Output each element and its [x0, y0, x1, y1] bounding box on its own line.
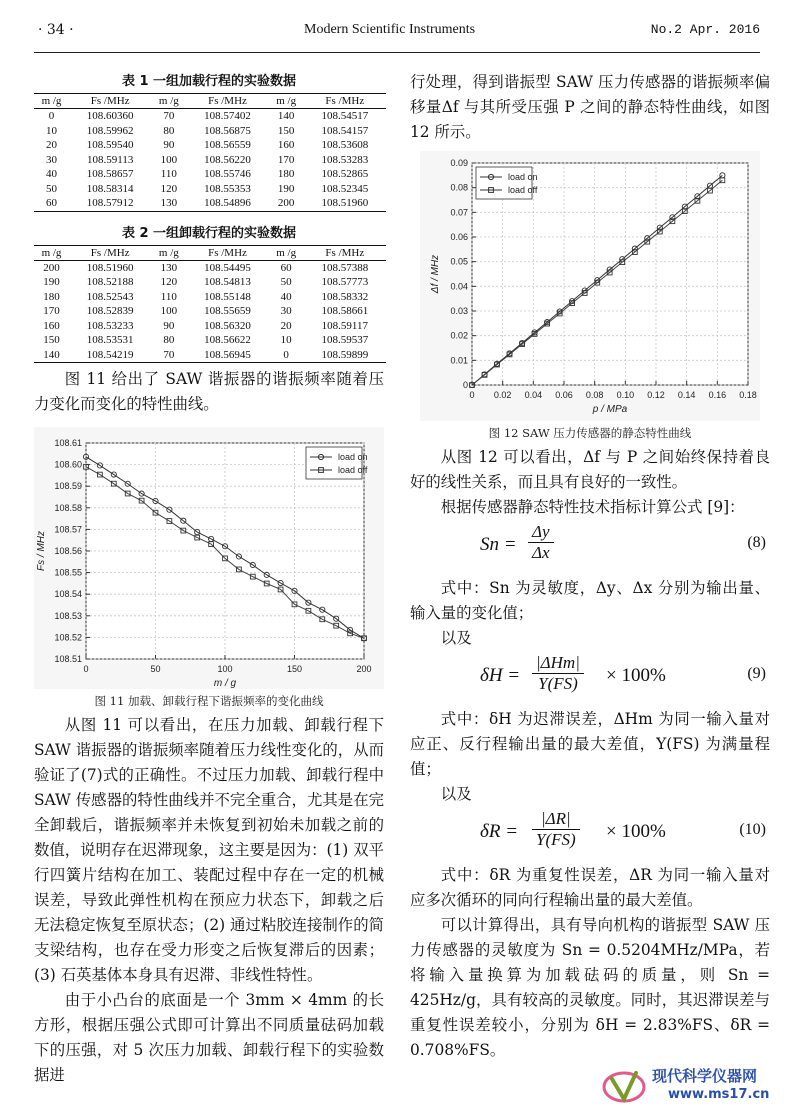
table2-header: Fs /MHz	[186, 245, 268, 260]
y-tick-label: 108.59	[54, 481, 82, 492]
table-cell: 90	[163, 139, 175, 152]
eq10-rhs: × 100%	[606, 821, 666, 842]
table1-header: Fs /MHz	[69, 94, 151, 109]
table-cell: 120	[160, 276, 178, 289]
figure-12-chart	[420, 151, 760, 421]
result-paragraph: 可以计算得出，具有导向机构的谐振型 SAW 压力传感器的灵敏度为 Sn = 0.5204MHz/MPa，若将输入量换算为加载砝码的质量，则 Sn = 425Hz/g，具有较高的灵敏度。同时，其迟滞误差与重复性误差较小，分别为 δH = 2.83%FS、δR = 0.708%FS。	[410, 916, 770, 1059]
table-cell: 108.53233	[86, 319, 134, 332]
table2-row	[34, 348, 386, 363]
journal-title: Modern Scientific Instruments	[304, 22, 476, 37]
table-cell: 108.54157	[321, 124, 369, 137]
table-cell: 120	[160, 182, 178, 195]
table-cell: 60	[280, 261, 292, 274]
table-cell: 108.59899	[304, 348, 386, 363]
x-tick-label: 200	[356, 664, 372, 674]
table2-header: Fs /MHz	[69, 245, 151, 260]
figure-12	[420, 151, 760, 421]
table-cell: 170	[43, 305, 60, 318]
table-cell: 108.53531	[86, 334, 134, 347]
table1-header: m /g	[34, 94, 69, 109]
y-tick-label: 108.56	[54, 546, 82, 556]
table-cell: 108.57402	[204, 110, 251, 123]
table2-caption: 表 2 一组卸载行程的实验数据	[121, 225, 297, 241]
x-tick-label: 0	[83, 664, 89, 674]
table-cell: 108.54219	[69, 348, 151, 363]
legend-label: load on	[508, 172, 538, 182]
table-cell: 10	[46, 124, 57, 137]
equation-8	[410, 520, 770, 576]
y-tick-label: 0.08	[450, 182, 468, 193]
eq9-description: 式中：δH 为迟滞误差，ΔHm 为同一输入量对应正、反行程输出量的最大差值，Y(FS) 为满量程值；	[410, 710, 770, 778]
watermark-line2: www.ms17.cn	[668, 1087, 770, 1102]
table-cell: 108.59962	[86, 124, 134, 137]
table-cell: 108.54495	[204, 261, 251, 274]
eq9-number: (9)	[747, 665, 766, 682]
x-tick-label: 0.08	[585, 390, 604, 400]
table-cell: 108.56622	[204, 334, 251, 347]
table-cell: 108.55746	[204, 168, 251, 181]
table-cell: 180	[43, 290, 60, 303]
eq10-lhs: δR =	[480, 821, 519, 842]
table-cell: 108.56220	[204, 153, 251, 166]
table-cell: 110	[160, 290, 177, 303]
x-tick-label: 0.02	[493, 390, 512, 400]
table1-row	[34, 196, 386, 211]
table-cell: 108.52543	[86, 290, 134, 303]
table-cell: 200	[269, 196, 304, 211]
table-cell: 80	[163, 334, 175, 347]
table-cell: 150	[43, 334, 60, 347]
table-cell: 108.56559	[204, 139, 251, 152]
table2-row	[34, 333, 386, 348]
table1	[34, 93, 386, 212]
table-cell: 180	[277, 168, 295, 181]
y-axis-label: Fs / MHz	[36, 531, 47, 571]
eq10-fraction	[532, 809, 580, 850]
yiji-2: 以及	[440, 785, 472, 803]
left-column	[34, 70, 384, 1088]
eq8-numerator: Δy	[528, 522, 554, 543]
table-cell: 108.59117	[321, 319, 368, 332]
table2-row	[34, 304, 386, 319]
table-cell: 108.54517	[321, 110, 369, 123]
y-tick-label: 108.52	[54, 632, 82, 643]
y-tick-label: 108.57	[54, 524, 82, 535]
table1-header: Fs /MHz	[304, 94, 386, 109]
figure-11-chart	[34, 427, 384, 689]
eq8-number: (8)	[747, 534, 766, 551]
table-cell: 40	[280, 290, 292, 303]
table-cell: 90	[163, 319, 175, 332]
y-tick-label: 0.07	[450, 207, 468, 218]
equation-10	[410, 807, 770, 863]
table-cell: 108.59113	[86, 153, 134, 166]
site-watermark	[602, 1063, 772, 1109]
table-cell: 50	[280, 276, 292, 289]
y-tick-label: 0.09	[450, 158, 468, 168]
table-cell: 108.52865	[321, 168, 369, 181]
left-main-paragraph: 从图 11 可以看出，在压力加载、卸载行程下 SAW 谐振器的谐振频率随着压力线性变化的，从而验证了(7)式的正确性。不过压力加载、卸载行程中 SAW 传感器的特性曲线并不完全重合，尤其是在完全卸载后，谐振频率并未恢复到初始未加载之前的数值，说明存在迟滞现象，这主要是因为：(1) 双平行四簧片结构在加工、装配过程中存在一定的机械误差，导致此弹性机构在预应力状态下，卸载之后无法稳定恢复至原状态；(2) 通过粘胶连接制作的简支梁结构，也存在受力形变之后恢复滞后的因素；(3) 石英基体本身具有迟滞、非线性特性。	[34, 716, 384, 984]
eq10-denominator: Y(FS)	[536, 830, 576, 849]
issue-info: No.2 Apr. 2016	[650, 22, 760, 37]
table1-row	[34, 109, 386, 124]
y-tick-label: 108.53	[54, 610, 82, 621]
table1-header-row	[34, 94, 386, 109]
table-cell: 160	[277, 139, 295, 152]
table2-body	[34, 260, 386, 363]
table-cell: 108.51960	[304, 196, 386, 211]
table2-row	[34, 290, 386, 305]
table1-body	[34, 109, 386, 212]
x-tick-label: 0	[469, 390, 475, 400]
table-cell: 30	[280, 305, 292, 318]
eq8-fraction	[528, 522, 554, 563]
table-cell: 20	[280, 319, 292, 332]
y-tick-label: 108.58	[54, 502, 82, 513]
yiji-1: 以及	[440, 629, 472, 647]
table1-row	[34, 153, 386, 168]
table-cell: 108.56320	[204, 319, 251, 332]
eq8-denominator: Δx	[532, 543, 550, 562]
table-cell: 140	[34, 348, 69, 363]
eq9-rhs: × 100%	[606, 665, 666, 686]
eq9-lhs: δH =	[480, 665, 521, 686]
table-cell: 108.54896	[186, 196, 268, 211]
y-tick-label: 108.60	[54, 459, 82, 470]
table1-row	[34, 167, 386, 182]
table-cell: 108.52345	[321, 182, 369, 195]
header-rule	[34, 52, 760, 53]
table-cell: 10	[280, 334, 292, 347]
figure-11	[34, 427, 384, 689]
y-tick-label: 0.05	[450, 256, 468, 267]
y-tick-label: 108.54	[54, 589, 82, 600]
y-tick-label: 108.55	[54, 567, 82, 578]
x-tick-label: 150	[286, 664, 303, 674]
y-tick-label: 0	[462, 380, 468, 390]
table-cell: 0	[48, 110, 55, 123]
table1-header: Fs /MHz	[186, 94, 268, 109]
table-cell: 108.58657	[86, 168, 134, 181]
watermark-logo-icon	[602, 1065, 648, 1105]
table-cell: 108.52839	[86, 305, 134, 318]
table-cell: 108.54813	[204, 276, 251, 289]
x-tick-label: 100	[217, 664, 233, 674]
table-cell: 108.59540	[86, 139, 134, 152]
legend-label: load off	[508, 185, 538, 195]
table-cell: 100	[160, 153, 178, 166]
table-cell: 60	[34, 196, 69, 211]
x-axis-label: p / MPa	[592, 404, 628, 415]
y-tick-label: 108.61	[54, 438, 82, 448]
table-cell: 100	[160, 305, 178, 318]
y-tick-label: 0.03	[450, 306, 468, 316]
table-cell: 0	[269, 348, 304, 363]
table-cell: 108.52188	[86, 276, 134, 289]
table-cell: 108.57388	[321, 261, 369, 274]
figure-11-caption: 图 11 加载、卸载行程下谐振频率的变化曲线	[94, 694, 324, 708]
table-cell: 140	[277, 110, 295, 123]
eq9-numerator: |ΔHm|	[532, 653, 584, 674]
table-cell: 190	[43, 276, 60, 289]
eq8-description: 式中：Sn 为灵敏度，Δy、Δx 分别为输出量、输入量的变化值；	[410, 579, 770, 622]
x-tick-label: 0.12	[647, 390, 665, 400]
table-cell: 200	[43, 261, 60, 274]
table-cell: 108.57773	[321, 276, 369, 289]
y-tick-label: 0.01	[450, 355, 468, 366]
table-cell: 108.56875	[204, 124, 251, 137]
eq9-fraction	[532, 653, 584, 694]
table-cell: 150	[277, 124, 295, 137]
table1-row	[34, 124, 386, 139]
table2-row	[34, 275, 386, 290]
table-cell: 108.56945	[186, 348, 268, 363]
table-cell: 108.53283	[321, 153, 369, 166]
y-tick-label: 0.02	[450, 330, 468, 341]
table-cell: 108.59537	[321, 334, 369, 347]
table2-header: m /g	[269, 245, 304, 260]
legend-label: load on	[338, 452, 368, 462]
table1-row	[34, 138, 386, 153]
table2-header: Fs /MHz	[304, 245, 386, 260]
right-column	[410, 70, 770, 1063]
table2-row	[34, 319, 386, 334]
table-cell: 108.55659	[204, 305, 251, 318]
y-tick-label: 0.06	[450, 232, 468, 242]
left-last-paragraph: 由于小凸台的底面是一个 3mm × 4mm 的长方形，根据压强公式即可计算出不同质量砝码加载下的压强，对 5 次压力加载、卸载行程下的实验数据进	[34, 991, 384, 1084]
formula-intro-paragraph: 根据传感器静态特性技术指标计算公式 [9]：	[440, 498, 745, 516]
x-tick-label: 0.04	[524, 390, 543, 400]
table-cell: 108.58661	[321, 305, 369, 318]
page-number: · 34 ·	[38, 22, 74, 38]
y-tick-label: 108.51	[54, 654, 82, 664]
x-tick-label: 0.06	[555, 390, 573, 400]
x-tick-label: 0.14	[677, 390, 696, 400]
table1-header: m /g	[151, 94, 186, 109]
table1-row	[34, 182, 386, 197]
legend-label: load off	[338, 465, 368, 475]
fig11-intro-paragraph: 图 11 给出了 SAW 谐振器的谐振频率随着压力变化而变化的特性曲线。	[34, 370, 384, 413]
y-axis-label: Δf / MHz	[430, 254, 441, 294]
eq10-description: 式中：δR 为重复性误差，ΔR 为同一输入量对应多次循环的同向行程输出量的最大差值。	[410, 866, 770, 909]
table-cell: 50	[46, 182, 57, 195]
table-cell: 108.57912	[69, 196, 151, 211]
table-cell: 130	[151, 196, 186, 211]
table-cell: 80	[163, 124, 175, 137]
table-cell: 160	[43, 319, 60, 332]
x-tick-label: 0.10	[616, 390, 635, 400]
table1-caption: 表 1 一组加载行程的实验数据	[121, 74, 297, 89]
table-cell: 108.58332	[321, 290, 369, 303]
table-cell: 70	[163, 110, 175, 123]
table-cell: 108.60360	[86, 110, 134, 123]
figure-12-caption: 图 12 SAW 压力传感器的静态特性曲线	[488, 426, 692, 440]
eq9-denominator: Y(FS)	[538, 674, 578, 693]
watermark-line1: 现代科学仪器网	[652, 1067, 758, 1085]
table-cell: 108.55148	[204, 290, 251, 303]
table-cell: 108.58314	[86, 182, 134, 195]
right-first-paragraph: 行处理，得到谐振型 SAW 压力传感器的谐振频率偏移量Δf 与其所受压强 P 之间的静态特性曲线，如图 12 所示。	[410, 73, 770, 141]
table1-header: m /g	[269, 94, 304, 109]
table-cell: 108.51960	[86, 261, 134, 274]
eq10-number: (10)	[739, 821, 766, 838]
table-cell: 130	[160, 261, 178, 274]
table2-header: m /g	[151, 245, 186, 260]
equation-9	[410, 651, 770, 707]
fig12-paragraph: 从图 12 可以看出，Δf 与 P 之间始终保持着良好的线性关系，而且具有良好的一致性。	[410, 448, 770, 491]
x-tick-label: 0.16	[708, 390, 727, 400]
table-cell: 30	[46, 153, 57, 166]
table2-row	[34, 260, 386, 275]
eq10-numerator: |ΔR|	[532, 809, 580, 830]
table-cell: 110	[160, 168, 177, 181]
x-axis-label: m / g	[213, 678, 237, 689]
running-header	[34, 22, 760, 44]
x-tick-label: 50	[150, 664, 161, 674]
table2-header-row	[34, 245, 386, 260]
table-cell: 190	[277, 182, 295, 195]
x-tick-label: 0.18	[739, 390, 757, 400]
table-cell: 108.55353	[204, 182, 251, 195]
y-tick-label: 0.04	[450, 281, 468, 292]
table-cell: 170	[277, 153, 295, 166]
table2	[34, 245, 386, 364]
table-cell: 40	[46, 168, 57, 181]
table-cell: 70	[151, 348, 186, 363]
eq8-lhs: Sn =	[480, 534, 517, 555]
table-cell: 108.53608	[321, 139, 369, 152]
table2-header: m /g	[34, 245, 69, 260]
table-cell: 20	[46, 139, 57, 152]
